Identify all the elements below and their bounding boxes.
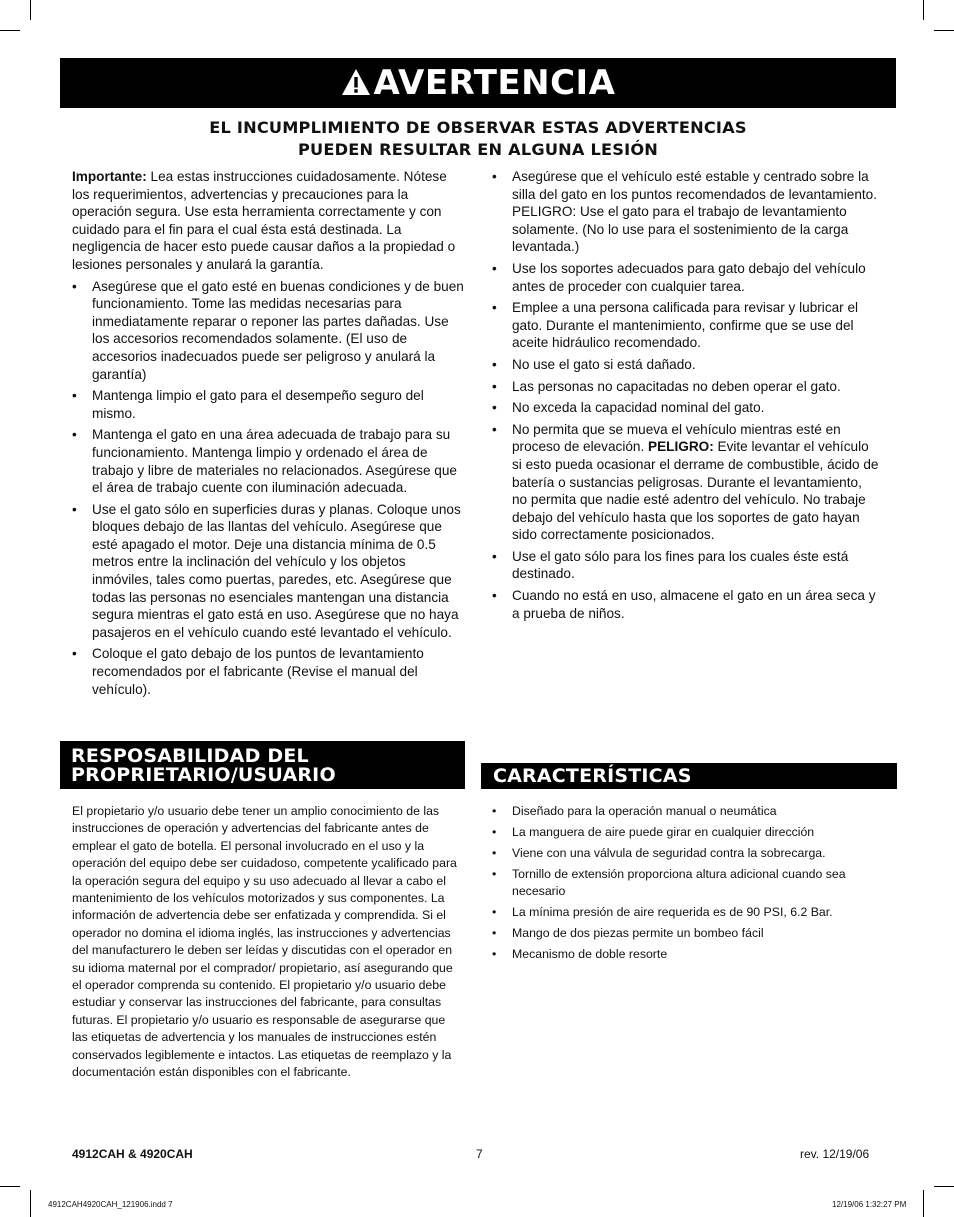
list-item: • Emplee a una persona calificada para revisar y lubricar el gato. Durante el mantenimiento, confirme que se use del aceite hidráulico recomendado. [492,300,859,351]
bullet-icon: • [72,278,77,294]
list-item: • Cuando no está en uso, almacene el gato en un área seca y a prueba de niños. [492,588,876,621]
slug-timestamp: 12/19/06 1:32:27 PM [832,1200,907,1209]
crop-mark [30,1190,31,1217]
list-item: • Mecanismo de doble resorte [492,947,668,961]
bullet-icon: • [492,947,497,961]
features-title: CARACTERÍSTICAS [493,765,692,787]
bullet-icon: • [492,169,497,184]
warning-subheading [60,117,896,161]
bullet-icon: • [492,356,497,372]
bullet-icon: • [492,260,497,276]
list-item: • No use el gato si está dañado. [492,356,696,372]
crop-mark [934,30,954,31]
bullet-icon: • [492,400,497,416]
page-number: 7 [476,1147,483,1161]
left-warning-list [72,278,464,699]
bullet-icon: • [492,588,497,604]
banner-title: AVERTENCIA [373,63,616,103]
crop-mark [923,0,924,20]
bullet-icon: • [72,646,77,662]
warnings-right-column [492,168,880,626]
bullet-icon: • [492,846,497,860]
list-item: • Las personas no capacitadas no deben operar el gato. [492,378,841,394]
crop-mark [934,1186,954,1187]
list-item: • La mínima presión de aire requerida es de 90 PSI, 6.2 Bar. [492,905,833,919]
bullet-icon: • [492,421,497,437]
list-item: • No permita que se mueva el vehículo mientras esté en proceso de elevación. PELIGRO: Evite levantar el vehículo si esto pueda ocasionar el derrame de combustible, ácido de batería o sustancias peligrosas. Durante el levantamiento, no permita que nadie esté adentro del vehículo. No trabaje debajo del vehículo hasta que los soportes de gato hayan sido correctamente posicionados. [492,421,879,543]
intro-label: Importante: [72,169,147,184]
slug-filename: 4912CAH4920CAH_121906.indd 7 [48,1200,173,1209]
owner-section-header [60,741,465,789]
list-item: • Use el gato sólo para los fines para los cuales éste está destinado. [492,548,849,582]
bullet-icon: • [72,427,77,443]
bullet-icon: • [492,825,497,839]
subheading-line-2: PUEDEN RESULTAR EN ALGUNA LESIÓN [297,140,659,159]
crop-mark [0,1186,20,1187]
list-item: • Use los soportes adecuados para gato debajo del vehículo antes de proceder con cualquier tarea. [492,260,866,294]
revision-date: rev. 12/19/06 [800,1147,870,1161]
list-item: • Coloque el gato debajo de los puntos de levantamiento recomendados por el fabricante (Revise el manual del vehículo). [72,646,424,697]
bullet-icon: • [492,300,497,316]
list-item: • Mango de dos piezas permite un bombeo fácil [492,926,764,940]
warning-banner [60,58,896,108]
owner-title-line-1: RESPOSABILIDAD DEL [71,745,309,767]
crop-mark [923,1190,924,1217]
bullet-icon: • [492,548,497,564]
crop-mark [0,30,20,31]
bullet-icon: • [492,926,497,940]
list-item: • Mantenga limpio el gato para el desempeño seguro del mismo. [72,388,424,421]
list-item: • Asegúrese que el vehículo esté estable y centrado sobre la silla del gato en los puntos recomendados de levantamiento. PELIGRO: Use el gato para el trabajo de levantamiento solamente. (No lo use para el sostenimiento de la carga levantada.) [492,169,878,255]
danger-label: PELIGRO: [648,439,714,455]
intro-paragraph [72,168,464,274]
owner-paragraph: El propietario y/o usuario debe tener un amplio conocimiento de las instrucciones de operación y advertencias del fabricante antes de emplear el gato de botella. El personal involucrado en el uso y la operación del equipo debe ser cuidadoso, competente ycalificado para la operación segura del equipo y su uso adecuado al llevar a cabo el mantenimiento de los vehículos motorizados y sus componentes. La información de advertencia debe ser enfatizada y comprendida. Si el operador no domina el idioma inglés, las instrucciones y advertencias del manufacturero le deben ser leídas y discutidas con el operador en su idioma maternal por el comprador/ propietario, así asegurando que el operador comprenda su contenido. El propietario y/o usuario debe estudiar y conservar las instrucciones del fabricante, para consultas futuras. El propietario y/o usuario es responsable de asegurarse que las etiquetas de advertencia y los manuales de instrucciones estén conservados legiblemente e intactos. Las etiquetas de reemplazo y la documentación están disponibles con el fabricante. [72,804,457,1080]
intro-text: Lea estas instrucciones cuidadosamente. Nótese los requerimientos, advertencias y precauciones para la operación segura. Use esta herramienta correctamente y con cuidado para el fin para el cual ésta está destinada. La negligencia de hacer esto puede causar daños a la propiedad o lesiones personales y anulará la garantía. [72,169,456,272]
warnings-left-column [72,168,464,702]
bullet-icon: • [492,905,497,919]
bullet-icon: • [72,501,77,517]
bullet-icon: • [492,867,497,881]
list-item: • Mantenga el gato en una área adecuada de trabajo para su funcionamiento. Mantenga limpio y ordenado el área de trabajo y libre de materiales no relacionados. Asegúrese que el área de trabajo cuente con iluminación adecuada. [72,427,457,496]
footer-model-numbers: 4912CAH & 4920CAH [72,1147,193,1161]
list-item: • Diseñado para la operación manual o neumática [492,804,777,818]
owner-title-line-2: PROPRIETARIO/USUARIO [71,764,336,786]
list-item: • Tornillo de extensión proporciona altura adicional cuando sea necesario [492,867,846,898]
bullet-icon: • [492,804,497,818]
list-item: • No exceda la capacidad nominal del gato. [492,400,765,416]
warning-triangle-icon [341,68,371,96]
bullet-icon: • [72,388,77,404]
list-item: • Viene con una válvula de seguridad contra la sobrecarga. [492,846,826,860]
features-section-header [481,763,897,789]
subheading-line-1: EL INCUMPLIMIENTO DE OBSERVAR ESTAS ADVERTENCIAS [209,118,747,137]
list-item: • La manguera de aire puede girar en cualquier dirección [492,825,815,839]
crop-mark [30,0,31,20]
list-item: • Use el gato sólo en superficies duras y planas. Coloque unos bloques debajo de las llantas del vehículo. Asegúrese que esté apagado el motor. Deje una distancia mínima de 0.5 metros entre la inclinación del vehículo y los objetos inmóviles, tales como puertas, paredes, etc. Asegúrese que todas las personas no esenciales mantengan una distancia segura mientras el gato está en uso. Asegúrese que no haya pasajeros en el vehículo cuando esté levantado el vehículo. [72,501,461,640]
bullet-icon: • [492,378,497,394]
right-warning-list [492,168,880,622]
list-item: • Asegúrese que el gato esté en buenas condiciones y de buen funcionamiento. Tome las medidas necesarias para inmediatamente reparar o reponer las partes dañadas. Use los accesorios recomendados solamente. (El uso de accesorios inadecuados puede ser peligroso y anulará la garantía) [72,278,464,382]
features-list [492,803,872,967]
